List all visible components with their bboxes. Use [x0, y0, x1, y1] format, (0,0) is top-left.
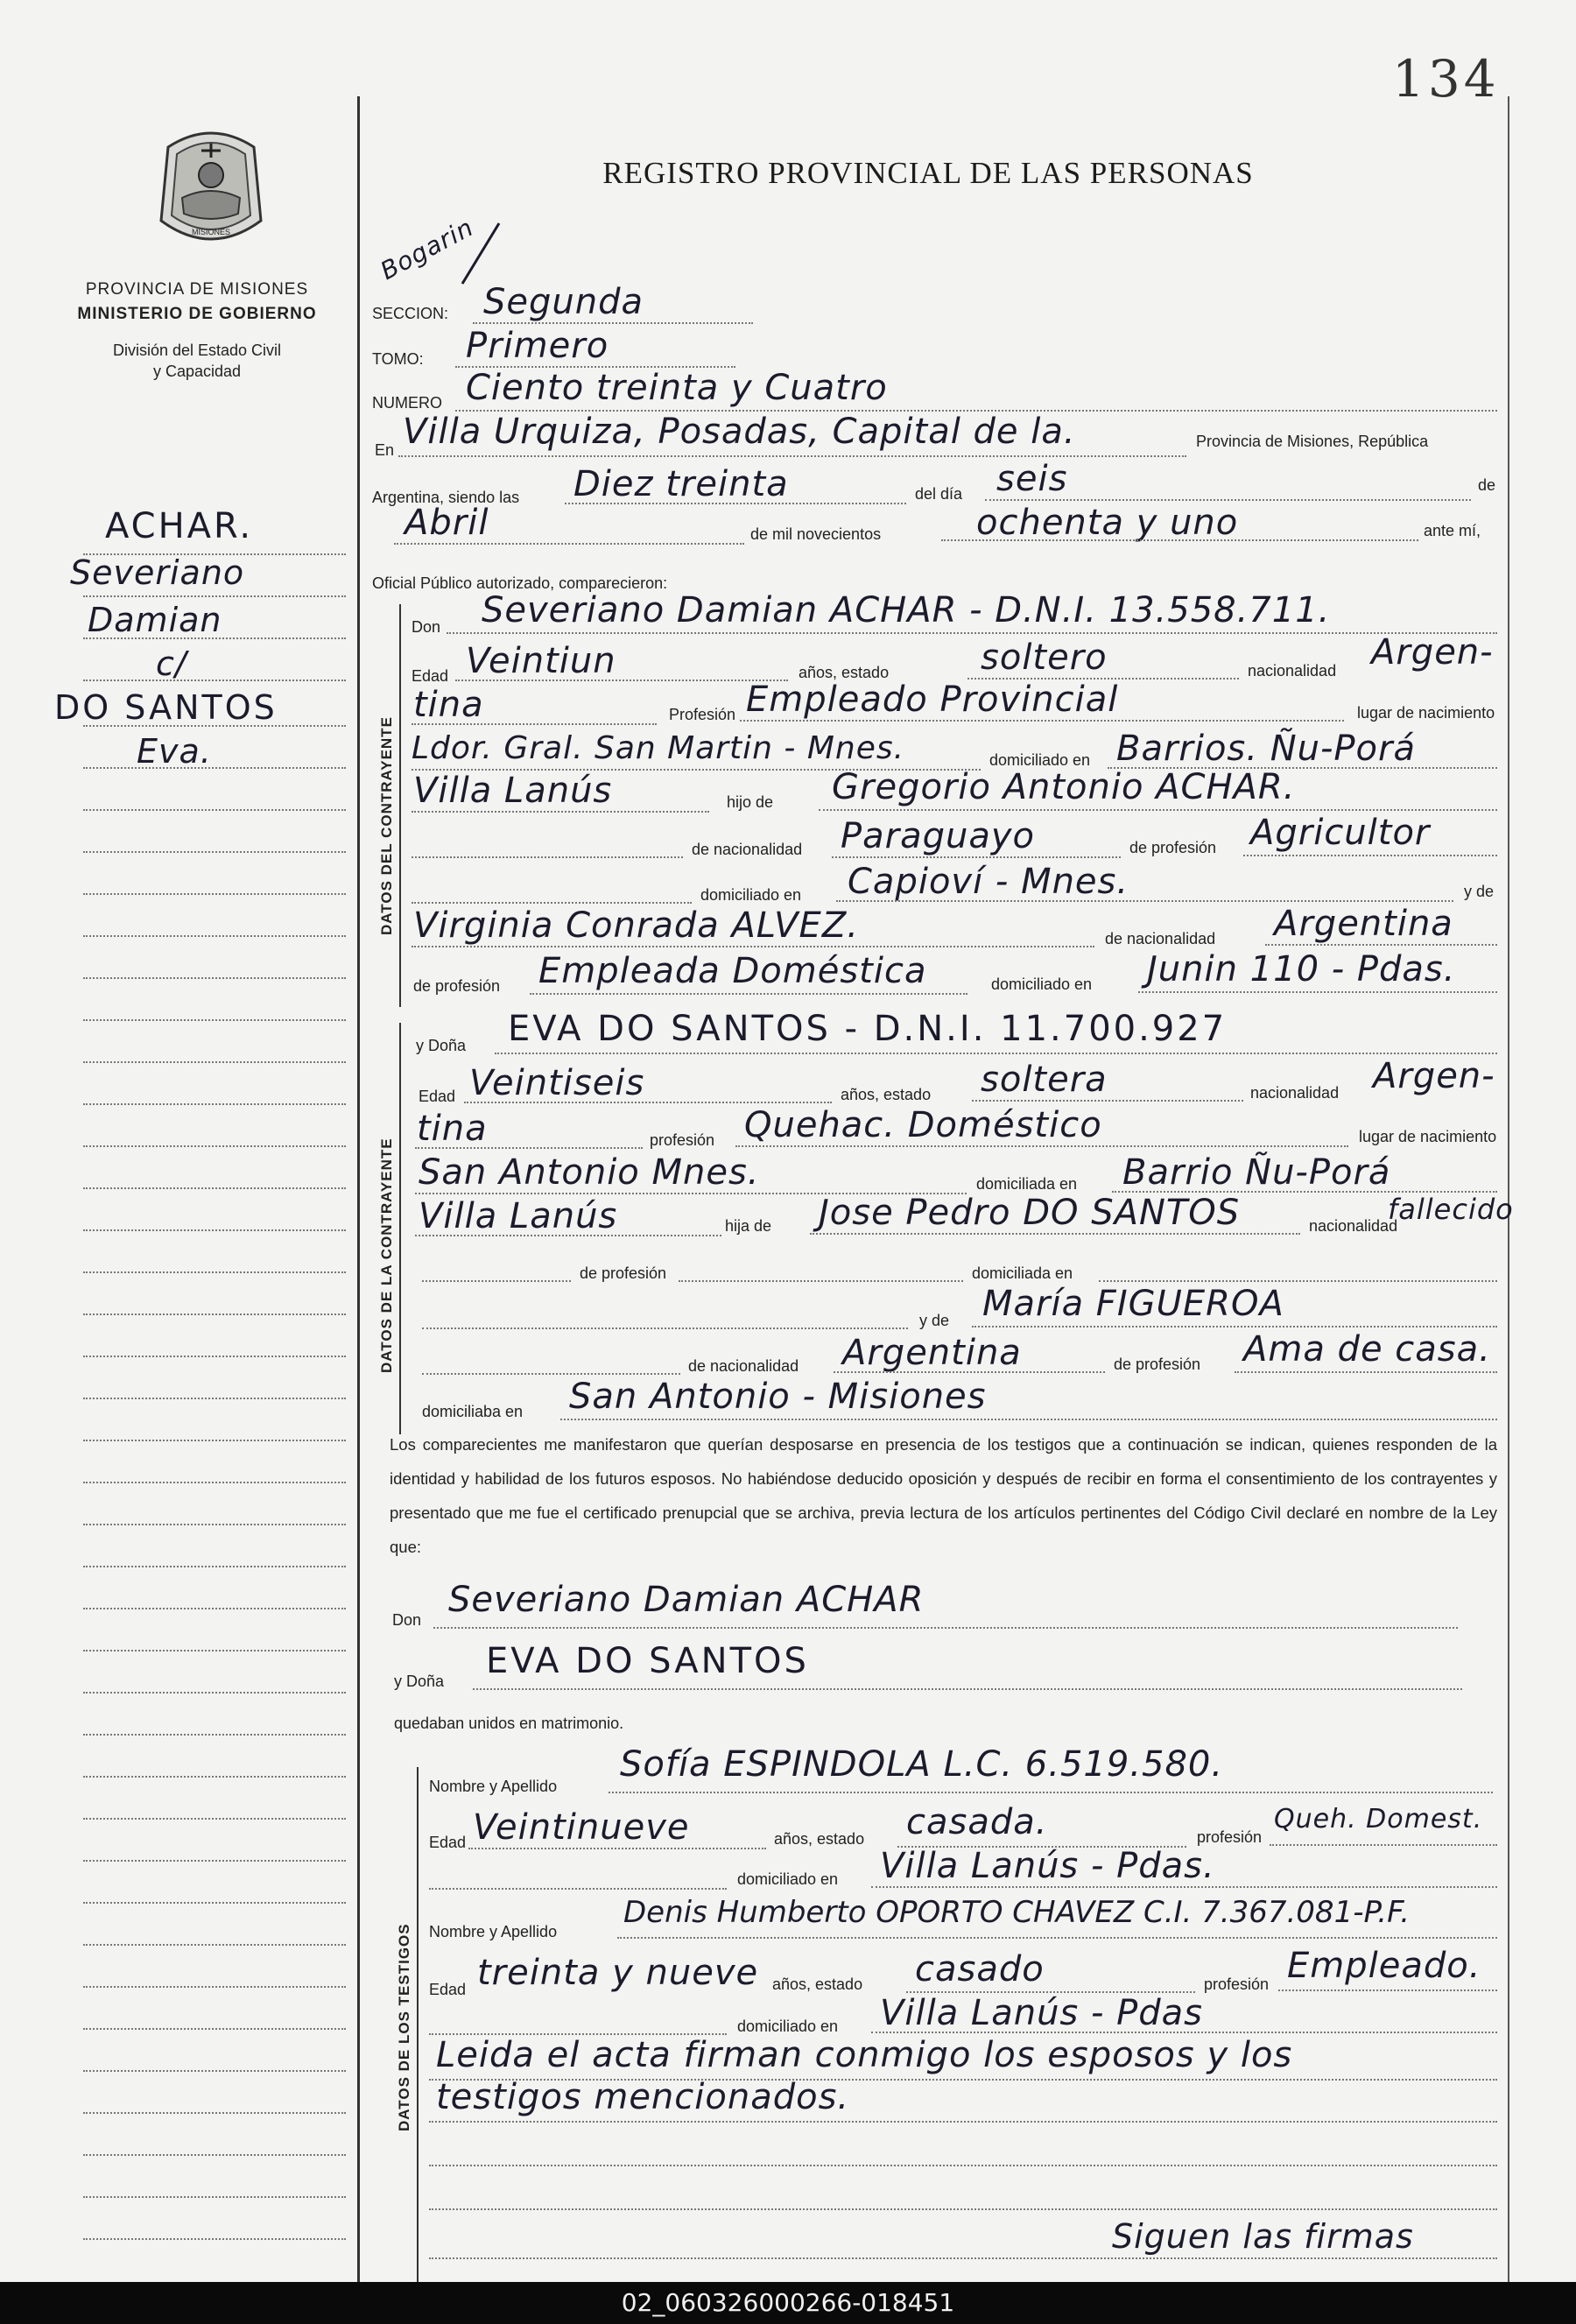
contrayente-domicilio-2: Villa Lanús	[413, 771, 613, 811]
contrayente-nombre: Severiano Damian ACHAR - D.N.I. 13.558.711.	[482, 590, 1331, 630]
madre-domicilio: Junin 110 - Pdas.	[1147, 949, 1456, 989]
madre2-nacionalidad-label: de nacionalidad	[688, 1357, 799, 1375]
argentina-text: Argentina, siendo las	[372, 489, 520, 506]
hora-value: Diez treinta	[573, 464, 789, 504]
domiciliado-label: domiciliado en	[989, 751, 1091, 769]
anio-value: ochenta y uno	[976, 503, 1239, 543]
t2-edad-label: Edad	[429, 1981, 467, 1998]
document-id-footer: 02_060326000266-018451	[0, 2282, 1576, 2324]
testigo1-nombre: Sofía ESPINDOLA L.C. 6.519.580.	[620, 1744, 1224, 1785]
testigo2-profesion: Empleado.	[1287, 1946, 1481, 1986]
contrayente2-domicilio-2: Villa Lanús	[419, 1196, 618, 1236]
contrayente2-nacionalidad-2: tina	[417, 1109, 488, 1149]
unidos-text: quedaban unidos en matrimonio.	[394, 1715, 624, 1732]
madre-domicilio-label: domiciliado en	[991, 975, 1093, 993]
lugar-label: lugar de nacimiento	[1357, 704, 1495, 722]
division-line-2: y Capacidad	[152, 363, 242, 380]
en-label: En	[375, 441, 395, 459]
province-name: PROVINCIA DE MISIONES	[85, 280, 309, 299]
t1-edad-label: Edad	[429, 1834, 467, 1851]
t2-nombre-label: Nombre y Apellido	[429, 1923, 558, 1940]
lugar2-label: lugar de nacimiento	[1359, 1128, 1497, 1145]
contrayente2-side-label: DATOS DE LA CONTRAYENTE	[378, 1137, 395, 1373]
de-label: de	[1478, 476, 1496, 494]
document-title: REGISTRO PROVINCIAL DE LAS PERSONAS	[602, 156, 1254, 190]
contrayente2-lugar: San Antonio Mnes.	[419, 1152, 760, 1193]
contrayente2-padre: Jose Pedro DO SANTOS	[819, 1193, 1241, 1233]
testigo2-nombre: Denis Humberto OPORTO CHAVEZ C.I. 7.367.081-P.F.	[623, 1895, 1411, 1930]
page-number: 134	[1392, 49, 1500, 109]
seccion-label: SECCION:	[372, 305, 449, 322]
contrayente-nacionalidad-2: tina	[413, 685, 484, 725]
division-line-1: División del Estado Civil	[112, 342, 282, 359]
madre-nacionalidad: Argentina	[1274, 904, 1453, 944]
padre2-domicilio-label: domiciliada en	[972, 1264, 1073, 1282]
contrayente-lugar: Ldor. Gral. San Martin - Mnes.	[412, 730, 905, 766]
margin-annotation: Bogarin	[376, 212, 479, 286]
ante-mi-label: ante mí,	[1424, 522, 1481, 539]
contrayente2-padre-nacionalidad: fallecido	[1388, 1193, 1514, 1226]
anios-estado2-label: años, estado	[841, 1086, 932, 1103]
padre-nacionalidad: Paraguayo	[841, 816, 1035, 856]
contrayente2-domicilio-1: Barrio Ñu-Porá	[1122, 1152, 1391, 1193]
declaration-text: Los comparecientes me manifestaron que querían desposarse en presencia de los testigos que a continuación se indican, quienes responden de la identidad y habilidad de los futuros esposos. No habiéndose deducido oposición y después de recibir en forma el consentimiento de los contrayentes y presentado que me fue el certificado prenupcial que se archiva, previa lectura de los artículos pertinentes del Código Civil declaré en nombre de la Ley que:	[390, 1435, 1497, 1556]
padre-nombre: Gregorio Antonio ACHAR.	[832, 767, 1296, 807]
contrayente-nacionalidad-1: Argen-	[1371, 632, 1494, 673]
closing-line-1: Leida el acta firman conmigo los esposos y los	[436, 2035, 1293, 2075]
contrayente2-madre-domicilio: San Antonio - Misiones	[569, 1377, 987, 1417]
contrayente-domicilio-1: Barrios. Ñu-Porá	[1116, 729, 1416, 769]
left-margin-rule	[357, 96, 360, 2282]
numero-value: Ciento treinta y Cuatro	[466, 368, 888, 408]
testigo2-domicilio: Villa Lanús - Pdas	[880, 1993, 1203, 2033]
provincia-text: Provincia de Misiones, República	[1196, 433, 1429, 450]
testigo1-estado: casada.	[906, 1802, 1048, 1842]
testigo2-estado: casado	[915, 1949, 1045, 1989]
contrayente-estado: soltero	[981, 637, 1108, 678]
y-de-label: y de	[1464, 883, 1495, 900]
padre-domicilio: Capioví - Mnes.	[848, 862, 1129, 902]
seal-text: MISIONES	[191, 228, 231, 236]
nacionalidad-label: nacionalidad	[1248, 662, 1337, 680]
profesion2-label: profesión	[650, 1131, 715, 1149]
contrayente-edad: Veintiun	[466, 641, 616, 681]
ministry-name: MINISTERIO DE GOBIERNO	[77, 305, 317, 323]
contrayente2-madre-nacionalidad: Argentina	[842, 1333, 1022, 1373]
de-mil-label: de mil novecientos	[750, 525, 882, 543]
contrayente-bracket	[399, 604, 401, 1007]
oficial-text: Oficial Público autorizado, comparecieron:	[372, 574, 668, 592]
hija-label: hija de	[725, 1217, 772, 1235]
contrayente2-nombre: EVA DO SANTOS - D.N.I. 11.700.927	[508, 1009, 1228, 1049]
madre2-profesion-label: de profesión	[1114, 1356, 1201, 1373]
padre-nacionalidad-label: de nacionalidad	[692, 841, 803, 858]
testigos-bracket	[417, 1767, 419, 2282]
siguen-las-firmas: Siguen las firmas	[1112, 2217, 1414, 2256]
testigo1-domicilio: Villa Lanús - Pdas.	[880, 1846, 1215, 1886]
margin-name-2: Damian	[88, 601, 222, 639]
t2-domicilio-label: domiciliado en	[737, 2018, 839, 2035]
tomo-value: Primero	[466, 326, 609, 366]
padre2-nacionalidad-label: nacionalidad	[1309, 1217, 1398, 1235]
nacionalidad2-label: nacionalidad	[1250, 1084, 1340, 1102]
dona-label: y Doña	[416, 1037, 467, 1054]
margin-surname: ACHAR.	[105, 506, 254, 546]
madre-nacionalidad-label: de nacionalidad	[1105, 930, 1216, 947]
en-value: Villa Urquiza, Posadas, Capital de la.	[403, 412, 1076, 452]
testigos-side-label: DATOS DE LOS TESTIGOS	[396, 1923, 412, 2131]
decl-dona-name: EVA DO SANTOS	[486, 1641, 809, 1681]
y-de2-label: y de	[919, 1312, 950, 1329]
padre-domicilio-label: domiciliado en	[700, 886, 802, 904]
dia-value: seis	[996, 459, 1068, 499]
don-label: Don	[412, 618, 441, 636]
t2-profesion-label: profesión	[1204, 1975, 1270, 1993]
margin-name-3: DO SANTOS	[54, 688, 278, 727]
margin-name-4: Eva.	[137, 732, 212, 771]
testigo2-edad: treinta y nueve	[477, 1953, 759, 1993]
contrayente2-madre-profesion: Ama de casa.	[1243, 1329, 1491, 1370]
del-dia-label: del día	[915, 485, 963, 503]
madre-profesion: Empleada Doméstica	[538, 951, 927, 991]
t1-profesion-label: profesión	[1197, 1828, 1263, 1846]
padre-profesion: Agricultor	[1250, 813, 1431, 853]
margin-name-1: Severiano	[70, 553, 245, 592]
t2-estado-label: años, estado	[772, 1975, 863, 1993]
decl-dona-label: y Doña	[394, 1673, 445, 1690]
t1-estado-label: años, estado	[774, 1830, 865, 1848]
margin-connector: c/	[156, 644, 187, 683]
contrayente2-edad: Veintiseis	[469, 1063, 645, 1103]
testigo1-profesion: Queh. Domest.	[1274, 1804, 1483, 1835]
seccion-value: Segunda	[483, 282, 644, 322]
hijo-label: hijo de	[727, 793, 774, 811]
mes-value: Abril	[405, 503, 489, 543]
right-margin-rule	[1508, 96, 1509, 2282]
contrayente2-madre: María FIGUEROA	[982, 1284, 1284, 1324]
madre2-domicilio-label: domiciliaba en	[422, 1403, 524, 1420]
contrayente2-estado: soltera	[981, 1060, 1108, 1100]
madre-nombre: Virginia Conrada ALVEZ.	[413, 905, 859, 946]
testigo1-edad: Veintinueve	[473, 1807, 690, 1848]
padre2-profesion-label: de profesión	[580, 1264, 667, 1282]
madre-profesion-label: de profesión	[413, 977, 501, 995]
contrayente-side-label: DATOS DEL CONTRAYENTE	[378, 716, 395, 935]
contrayente2-bracket	[399, 1023, 401, 1434]
profesion-label: Profesión	[669, 706, 736, 723]
tomo-label: TOMO:	[372, 350, 424, 368]
decl-don-name: Severiano Damian ACHAR	[448, 1580, 925, 1620]
decl-don-label: Don	[392, 1611, 422, 1629]
domiciliada2-label: domiciliada en	[976, 1175, 1078, 1193]
closing-line-2: testigos mencionados.	[436, 2077, 850, 2117]
numero-label: NUMERO	[372, 394, 442, 412]
edad-label: Edad	[412, 667, 449, 685]
contrayente2-nacionalidad-1: Argen-	[1373, 1056, 1495, 1096]
anios-estado-label: años, estado	[799, 664, 890, 681]
annotation-stroke	[455, 219, 508, 289]
padre-profesion-label: de profesión	[1129, 839, 1217, 856]
edad2-label: Edad	[419, 1088, 456, 1105]
t1-domicilio-label: domiciliado en	[737, 1870, 839, 1888]
contrayente2-profesion: Quehac. Doméstico	[744, 1105, 1102, 1145]
misiones-seal-icon	[151, 123, 271, 254]
t1-nombre-label: Nombre y Apellido	[429, 1778, 558, 1795]
contrayente-profesion: Empleado Provincial	[746, 680, 1119, 720]
